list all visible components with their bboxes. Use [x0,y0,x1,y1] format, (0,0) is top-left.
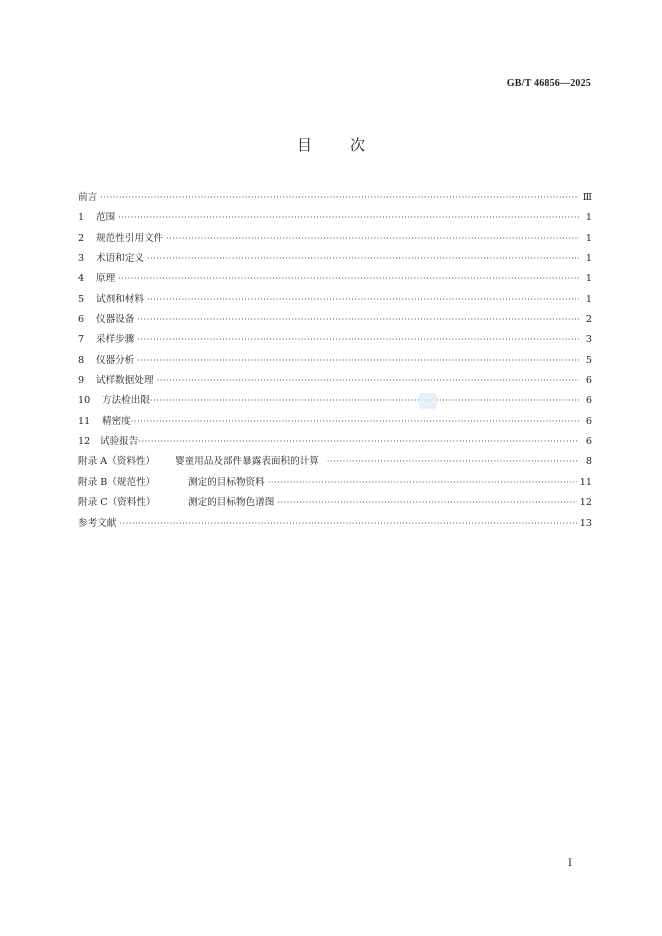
toc-entry-page: 1 [585,273,592,285]
dot-leader [277,496,576,510]
toc-entry-number: 附录 B（规范性） [78,476,156,488]
toc-entry-page: 13 [579,517,592,529]
dot-leader [119,517,576,531]
toc-entry-3[interactable] [78,252,592,272]
toc-entry-12[interactable] [78,435,592,455]
dot-leader [157,374,579,388]
toc-entry-label: 精密度 [102,415,131,427]
toc-entry-label: 前言 [78,192,98,203]
toc-entry-label: 测定的目标物色谱图 [188,497,275,509]
toc-entry-page: 1 [585,212,592,224]
standard-code: GB/T 46856—2025 [506,78,591,89]
table-of-contents [78,191,592,537]
toc-entry-8[interactable] [78,354,592,374]
toc-entry-label: 参考文献 [78,517,117,529]
toc-entry-page: 3 [585,334,592,346]
toc-entry-4[interactable] [78,272,592,292]
toc-entry-number: 10 [78,395,91,407]
toc-entry-number: 4 [78,273,85,285]
toc-entry-number: 6 [78,314,85,326]
toc-entry-number: 11 [78,415,91,427]
toc-entry-label: 范围 [96,212,116,224]
toc-entry-1[interactable] [78,211,592,231]
toc-entry-page: 6 [585,375,592,387]
toc-entry-label: 试样数据处理 [96,375,154,387]
toc-entry-label: 测定的目标物资料 [188,476,265,488]
dot-leader [118,272,579,286]
toc-entry-7[interactable] [78,333,592,353]
toc-entry-label: 仪器设备 [96,314,135,326]
toc-entry-page: 8 [585,456,592,468]
toc-entry-11[interactable] [78,415,592,435]
toc-entry-number: 5 [78,293,85,305]
title-char-1: 目 [296,136,312,154]
toc-entry-5[interactable] [78,293,592,313]
toc-entry-label: 原理 [96,273,116,285]
dot-leader [100,191,579,205]
dot-leader [137,354,579,368]
dot-leader [147,293,579,307]
toc-entry-label: 方法检出限 [102,395,150,407]
dot-leader [131,415,579,429]
toc-entry-number: 附录 C（资料性） [78,497,156,509]
toc-entry-label: 试验报告 [100,436,139,448]
page-title [0,134,662,155]
toc-entry-label: 术语和定义 [96,253,144,265]
toc-entry-page: 1 [585,232,592,244]
toc-entry-page: 6 [585,415,592,427]
toc-entry-label: 仪器分析 [96,354,135,366]
toc-entry-page: 6 [585,395,592,407]
toc-entry-9[interactable] [78,374,592,394]
page-number: I [568,858,572,869]
toc-entry-number: 3 [78,253,85,265]
toc-entry-label: 婴童用品及部件暴露表面积的计算 [175,456,319,468]
toc-entry-page: 2 [585,314,592,326]
toc-entry-number: 9 [78,375,85,387]
dot-leader [150,394,579,408]
toc-entry-number: 附录 A（资料性） [78,456,156,468]
toc-entry-10[interactable] [78,394,592,414]
toc-entry-label: 采样步骤 [96,334,135,346]
toc-entry-label: 试剂和材料 [96,293,144,305]
toc-entry-number: 7 [78,334,85,346]
toc-entry-page: 5 [585,354,592,366]
dot-leader [138,435,579,449]
toc-entry-page: 1 [585,253,592,265]
toc-entry-page: 6 [585,436,592,448]
title-char-2: 次 [350,136,366,154]
toc-entry-appendix-b[interactable] [78,476,592,496]
toc-entry-number: 12 [78,436,91,448]
toc-entry-number: 1 [78,212,85,224]
toc-entry-page: 12 [579,497,592,509]
dot-leader [268,476,577,490]
dot-leader [137,333,579,347]
dot-leader [327,455,579,469]
dot-leader [118,211,579,225]
toc-entry-label: 规范性引用文件 [96,232,164,244]
dot-leader [147,252,579,266]
toc-entry-foreword[interactable] [78,191,592,211]
toc-entry-2[interactable] [78,232,592,252]
watermark-mark [419,393,437,409]
dot-leader [137,313,579,327]
toc-entry-page: Ⅲ [582,192,592,203]
toc-entry-references[interactable] [78,517,592,537]
toc-entry-number: 2 [78,232,85,244]
toc-entry-appendix-c[interactable] [78,496,592,516]
toc-entry-page: 11 [579,476,592,488]
toc-entry-6[interactable] [78,313,592,333]
toc-entry-appendix-a[interactable] [78,455,592,475]
dot-leader [166,232,579,246]
toc-entry-number: 8 [78,354,85,366]
toc-entry-page: 1 [585,293,592,305]
